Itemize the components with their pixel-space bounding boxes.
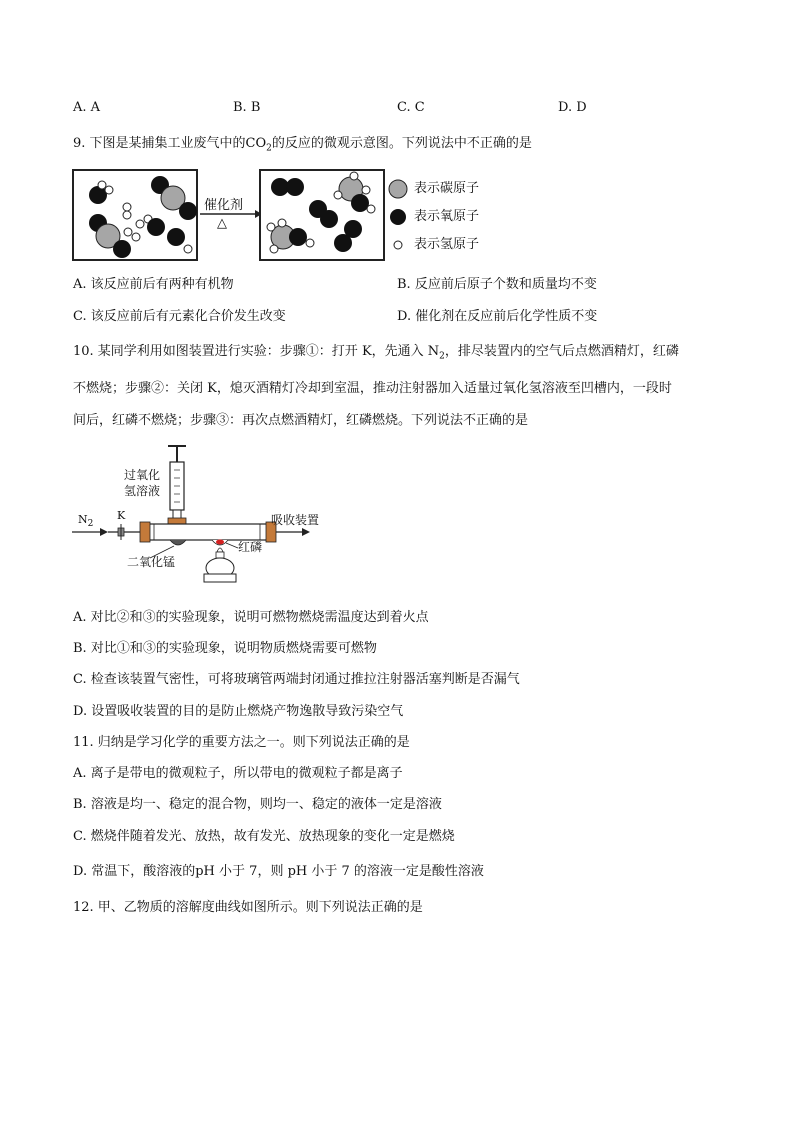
syringe xyxy=(168,446,186,524)
legend-carbon-swatch xyxy=(389,180,407,198)
q10-option-b: B. 对比①和③的实验现象，说明物质燃烧需要可燃物 xyxy=(73,641,377,656)
q9-option-a: A. 该反应前后有两种有机物 xyxy=(73,277,234,292)
q8-option-a: A. A xyxy=(73,100,101,115)
mno2-label: 二氧化锰 xyxy=(127,555,176,569)
valve-k xyxy=(118,524,124,540)
heat-symbol: △ xyxy=(217,216,227,231)
q8-option-d: D. D xyxy=(558,100,587,115)
legend-carbon-label: 表示碳原子 xyxy=(414,181,480,196)
q10-apparatus xyxy=(70,440,370,590)
legend-hydrogen-label: 表示氢原子 xyxy=(414,237,480,252)
q10-stem-line1: 10. 某同学利用如图装置进行实验：步骤①：打开 K，先通入 $N_2$，排尽装置内的空气后点燃酒精灯，红磷 xyxy=(73,344,679,362)
q9-stem: 9. 下图是某捕集工业废气中的$CO_2$的反应的微观示意图。下列说法中不正确的是 xyxy=(73,136,532,154)
q10-option-c: C. 检查该装置气密性，可将玻璃管两端封闭通过推拉注射器活塞判断是否漏气 xyxy=(73,672,520,687)
red-phosphorus-label: 红磷 xyxy=(238,540,263,554)
q11-option-d: D. 常温下，酸溶液的pH 小于 7，则 pH 小于 7 的溶液一定是酸性溶液 xyxy=(73,864,484,879)
q10-option-d: D. 设置吸收装置的目的是防止燃烧产物逸散导致污染空气 xyxy=(73,704,404,719)
q9-option-d: D. 催化剂在反应前后化学性质不变 xyxy=(397,309,598,324)
q11-option-a: A. 离子是带电的微观粒子，所以带电的微观粒子都是离子 xyxy=(73,766,403,781)
legend-oxygen-swatch xyxy=(390,209,406,225)
legend-hydrogen-swatch xyxy=(394,241,402,249)
q11-option-b: B. 溶液是均一、稳定的混合物，则均一、稳定的液体一定是溶液 xyxy=(73,797,442,812)
q10-stem-line3: 间后，红磷不燃烧；步骤③：再次点燃酒精灯，红磷燃烧。下列说法不正确的是 xyxy=(73,413,529,428)
q11-stem: 11. 归纳是学习化学的重要方法之一。则下列说法正确的是 xyxy=(73,735,410,750)
q10-stem-line2: 不燃烧；步骤②：关闭 K，熄灭酒精灯冷却到室温，推动注射器加入适量过氧化氢溶液至凹槽内，一段时 xyxy=(73,381,672,396)
alcohol-lamp xyxy=(204,548,236,582)
mno2-groove xyxy=(170,540,186,545)
q12-stem: 12. 甲、乙物质的溶解度曲线如图所示。则下列说法正确的是 xyxy=(73,900,423,915)
reactant-box xyxy=(73,170,197,260)
q8-option-c: C. C xyxy=(397,100,425,115)
absorber-label: 吸收装置 xyxy=(271,513,320,527)
glass-tube xyxy=(140,522,276,542)
legend-oxygen-label: 表示氧原子 xyxy=(414,209,480,224)
red-phosphorus xyxy=(216,540,224,545)
n2-inlet-label: $N_2$ xyxy=(78,513,94,530)
catalyst-label: 催化剂 xyxy=(204,198,244,213)
q9-option-b: B. 反应前后原子个数和质量均不变 xyxy=(397,277,597,292)
q11-option-c: C. 燃烧伴随着发光、放热，故有发光、放热现象的变化一定是燃烧 xyxy=(73,829,455,844)
valve-k-label: K xyxy=(117,509,126,522)
peroxide-label-2: 氢溶液 xyxy=(124,484,161,498)
q8-option-b: B. B xyxy=(233,100,261,115)
q9-option-c: C. 该反应前后有元素化合价发生改变 xyxy=(73,309,286,324)
q10-option-a: A. 对比②和③的实验现象，说明可燃物燃烧需温度达到着火点 xyxy=(73,610,429,625)
peroxide-label-1: 过氧化 xyxy=(124,468,161,482)
co2-formula: $CO_2$ xyxy=(245,136,272,154)
